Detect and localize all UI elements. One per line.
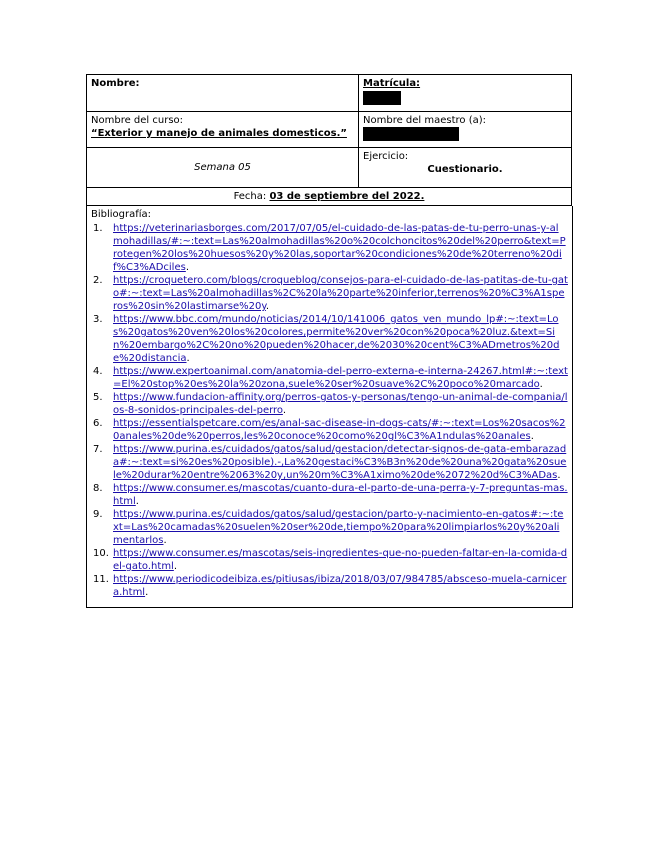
curso-value: “Exterior y manejo de animales domesticos.” xyxy=(91,128,347,139)
matricula-redaction xyxy=(363,91,401,105)
maestro-label: Nombre del maestro (a): xyxy=(363,115,487,126)
bibliography-item-number: 3. xyxy=(93,314,103,325)
ejercicio-cell xyxy=(359,148,572,188)
bibliography-item xyxy=(91,417,568,443)
curso-label: Nombre del curso: xyxy=(91,115,184,126)
maestro-cell xyxy=(359,112,572,148)
bibliography-item-period: . xyxy=(145,587,149,598)
fecha-cell xyxy=(87,188,572,206)
bibliography-item-period: . xyxy=(185,262,190,273)
bibliography-item xyxy=(91,508,568,547)
ejercicio-label: Ejercicio: xyxy=(363,151,409,162)
bibliography-item-number: 7. xyxy=(93,444,103,455)
bibliography-item xyxy=(91,443,568,482)
bibliography-item-period: . xyxy=(173,561,178,572)
bibliography-item-number: 6. xyxy=(93,418,103,429)
bibliography-link[interactable]: https://www.purina.es/cuidados/gatos/salud/gestacion/parto-y-nacimiento-en-gatos#:~:text=Las%20camadas%20suelen%20ser%20de,tiempo%20para%20limpiarlos%20y%20alimentarlos xyxy=(113,509,564,546)
bibliography-item-number: 10. xyxy=(93,548,109,559)
bibliography-item-period: . xyxy=(135,496,139,507)
bibliography-item-period: . xyxy=(163,535,167,546)
bibliography-item-number: 8. xyxy=(93,483,103,494)
bibliography-item-period: . xyxy=(265,301,270,312)
bibliography-link[interactable]: https://www.fundacion-affinity.org/perros-gatos-y-personas/tengo-un-animal-de-compania/los-8-sonidos-principales-del-perro xyxy=(113,392,568,416)
bibliography-item xyxy=(91,573,568,599)
nombre-cell xyxy=(87,75,359,112)
bibliography-item xyxy=(91,222,568,274)
curso-cell xyxy=(87,112,359,148)
bibliography-item xyxy=(91,313,568,365)
fecha-label: Fecha: xyxy=(233,191,267,202)
bibliography-item xyxy=(91,365,568,391)
semana-cell xyxy=(87,148,359,188)
bibliography-item xyxy=(91,391,568,417)
bibliography-item xyxy=(91,274,568,313)
matricula-cell xyxy=(359,75,572,112)
bibliography-item-number: 5. xyxy=(93,392,103,403)
ejercicio-value: Cuestionario. xyxy=(427,164,503,175)
bibliography-item-number: 9. xyxy=(93,509,103,520)
bibliography-link[interactable]: https://essentialspetcare.com/es/anal-sac-disease-in-dogs-cats/#:~:text=Los%20sacos%20anales%20de%20perros,les%20conoce%20como%20gl%C3%A1ndulas%20anales xyxy=(113,418,566,442)
bibliography-section xyxy=(86,206,573,608)
bibliography-item-number: 1. xyxy=(93,223,103,234)
bibliography-link[interactable]: https://croquetero.com/blogs/croqueblog/consejos-para-el-cuidado-de-las-patitas-de-tu-gato#:~:text=Las%20almohadillas%2C%20la%20parte%20inferior,terrenos%20%C3%A1speros%20sin%20lastimarse%20y xyxy=(113,275,568,312)
header-table xyxy=(86,74,572,206)
bibliography-item-number: 4. xyxy=(93,366,103,377)
bibliography-link[interactable]: https://veterinariasborges.com/2017/07/05/el-cuidado-de-las-patas-de-tu-perro-unas-y-almohadillas/#:~:text=Las%20almohadillas%20o%20colchoncitos%20del%20perro&text=Protegen%20los%20huesos%20y%20las,soportar%20condiciones%20de%20terreno%20dif%C3%ADciles xyxy=(113,223,566,273)
bibliography-link[interactable]: https://www.expertoanimal.com/anatomia-del-perro-externa-e-interna-24267.html#:~:text=El%20stop%20es%20la%20zona,suele%20ser%20suave%2C%20poco%20marcado xyxy=(113,366,568,390)
bibliography-item-period: . xyxy=(539,379,543,390)
bibliography-link[interactable]: https://www.periodicodeibiza.es/pitiusas/ibiza/2018/03/07/984785/absceso-muela-carnicera.html xyxy=(113,574,567,598)
bibliography-link[interactable]: https://www.purina.es/cuidados/gatos/salud/gestacion/detectar-signos-de-gata-embarazada#:~:text=si%20es%20posible).-,La%20gestaci%C3%B3n%20de%20una%20gata%20suele%20durar%20entre%2063%20y,un%20m%C3%A1ximo%20de%2072%20d%C3%ADas xyxy=(113,444,567,481)
bibliography-item-period: . xyxy=(282,405,287,416)
bibliography-list xyxy=(91,222,568,599)
bibliography-item xyxy=(91,547,568,573)
bibliography-item-period: . xyxy=(186,353,190,364)
bibliography-item-number: 2. xyxy=(93,275,103,286)
bibliography-link[interactable]: https://www.consumer.es/mascotas/cuanto-dura-el-parto-de-una-perra-y-7-preguntas-mas.html xyxy=(113,483,568,507)
document-page xyxy=(86,74,571,608)
bibliography-item-number: 11. xyxy=(93,574,109,585)
bibliography-item-period: . xyxy=(557,470,561,481)
nombre-label: Nombre: xyxy=(91,78,140,89)
matricula-label: Matrícula: xyxy=(363,78,421,89)
maestro-redaction xyxy=(363,127,459,141)
semana-text: Semana 05 xyxy=(194,162,251,173)
fecha-value: 03 de septiembre del 2022. xyxy=(269,191,425,202)
bibliography-title: Bibliografía: xyxy=(91,209,152,220)
bibliography-link[interactable]: https://www.bbc.com/mundo/noticias/2014/10/141006_gatos_ven_mundo_lp#:~:text=Los%20gatos%20ven%20los%20colores,permite%20ver%20con%20poca%20luz.&text=Sin%20embargo%2C%20no%20pueden%20hacer,de%2030%20cent%C3%ADmetros%20de%20distancia xyxy=(113,314,560,364)
bibliography-item xyxy=(91,482,568,508)
bibliography-item-period: . xyxy=(530,431,534,442)
bibliography-link[interactable]: https://www.consumer.es/mascotas/seis-ingredientes-que-no-pueden-faltar-en-la-comida-del-gato.html xyxy=(113,548,568,572)
